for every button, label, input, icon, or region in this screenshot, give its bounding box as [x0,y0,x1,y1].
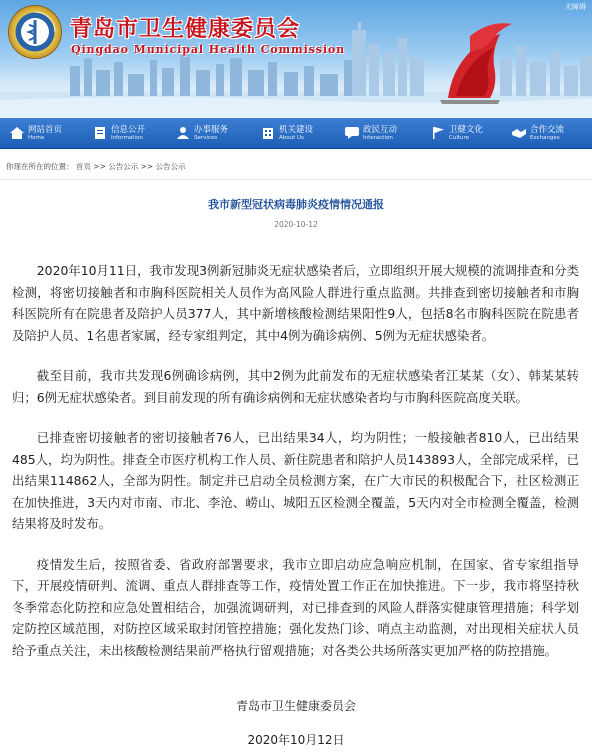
home-icon [9,126,25,140]
breadcrumb-separator: >> [140,162,154,171]
article-date: 2020-10-12 [274,220,318,229]
nav-sublabel: Exchanges [530,135,560,141]
nav-label: 信息公开 [111,125,146,135]
nav-label: 办事服务 [194,125,229,135]
document-icon [92,126,108,140]
breadcrumb-prefix: 你现在所在的位置： [6,162,74,171]
article-body [12,260,579,680]
nav-sublabel: Interaction [363,135,393,141]
nav-sublabel: Culture [449,135,470,141]
breadcrumb-link-home[interactable]: 首页 [75,162,91,171]
main-nav [0,118,592,149]
article-title: 我市新型冠状病毒肺炎疫情情况通报 [208,198,384,211]
nav-sublabel: Information [111,135,143,141]
building-icon [260,126,276,140]
signature-date: 2020年10月12日 [247,733,345,747]
article-paragraph: 疫情发生后，按照省委、省政府部署要求，我市立即启动应急响应机制，在国家、省专家组指导下，开展疫情研判、流调、重点人群排查等工作，疫情处置工作正在加快推进。下一步，我市将坚持秋冬季常态化防控和应急处置相结合，加强流调研判，对已排查到的风险人群落实健康管理措施；科学划定防控区域范围，对防控区域采取封闭管控措施；强化发热门诊、哨点主动监测，对出现相关症状人员给予重点关注，未出核酸检测结果前严格执行留观措施；对各类公共场所落实更加严格的防控措施。 [12,556,579,658]
flag-icon [430,126,446,140]
header-banner [0,0,592,118]
signature-organization: 青岛市卫生健康委员会 [235,699,356,713]
breadcrumb [0,149,592,180]
nav-sublabel: About Us [279,135,304,141]
nav-label: 政民互动 [363,125,398,135]
accessibility-link[interactable]: 无障碍 [565,3,586,11]
article-paragraph: 2020年10月11日，我市发现3例新冠肺炎无症状感染者后，立即组织开展大规模的流调排查和分类检测，将密切接触者和市胸科医院相关人员作为高风险人群进行重点监测。共排查到密切接触者和市胸科医院所有在院患者及陪护人员377人，其中新增核酸检测结果阳性9人，包括8名市胸科医院在院患者及陪护人员、1名患者家属，经专家组判定，其中4例为确诊病例、5例为无症状感染者。 [12,263,579,343]
nav-label: 合作交流 [530,125,565,135]
nav-label: 卫健文化 [449,125,484,135]
chat-icon [344,126,360,140]
site-title: 青岛市卫生健康委员会 [70,16,301,42]
breadcrumb-separator: >> [93,162,106,171]
article-paragraph: 截至目前，我市共发现6例确诊病例，其中2例为此前发布的无症状感染者江某某（女）、韩某某转归；6例无症状感染者。到目前发现的所有确诊病例和无症状感染者均与市胸科医院高度关联。 [12,368,579,405]
user-service-icon [175,126,191,140]
nav-label: 网站首页 [28,125,63,135]
nav-sublabel: Services [194,135,218,141]
handshake-icon [511,126,527,140]
site-title-english: Qingdao Municipal Health Commission [71,43,346,56]
nav-sublabel: Home [28,135,45,141]
commission-emblem-logo [9,6,61,58]
article-paragraph: 已排查密切接触者的密切接触者76人，已出结果34人，均为阴性；一般接触者810人，已出结果485人，均为阴性。排查全市医疗机构工作人员、新住院患者和陪护人员143893人，全部完成采样，已出结果114862人，全部为阴性。制定并已启动全员检测方案，在广大市民的积极配合下，社区检测正在加快推进，3天内对市南、市北、李沧、崂山、城阳五区检测全覆盖，5天内对全市检测全覆盖，检测结果将及时发布。 [12,430,579,531]
nav-label: 机关建设 [279,125,314,135]
breadcrumb-link-notices-current[interactable]: 公告公示 [155,162,186,171]
breadcrumb-link-notices[interactable]: 公告公示 [108,162,139,171]
